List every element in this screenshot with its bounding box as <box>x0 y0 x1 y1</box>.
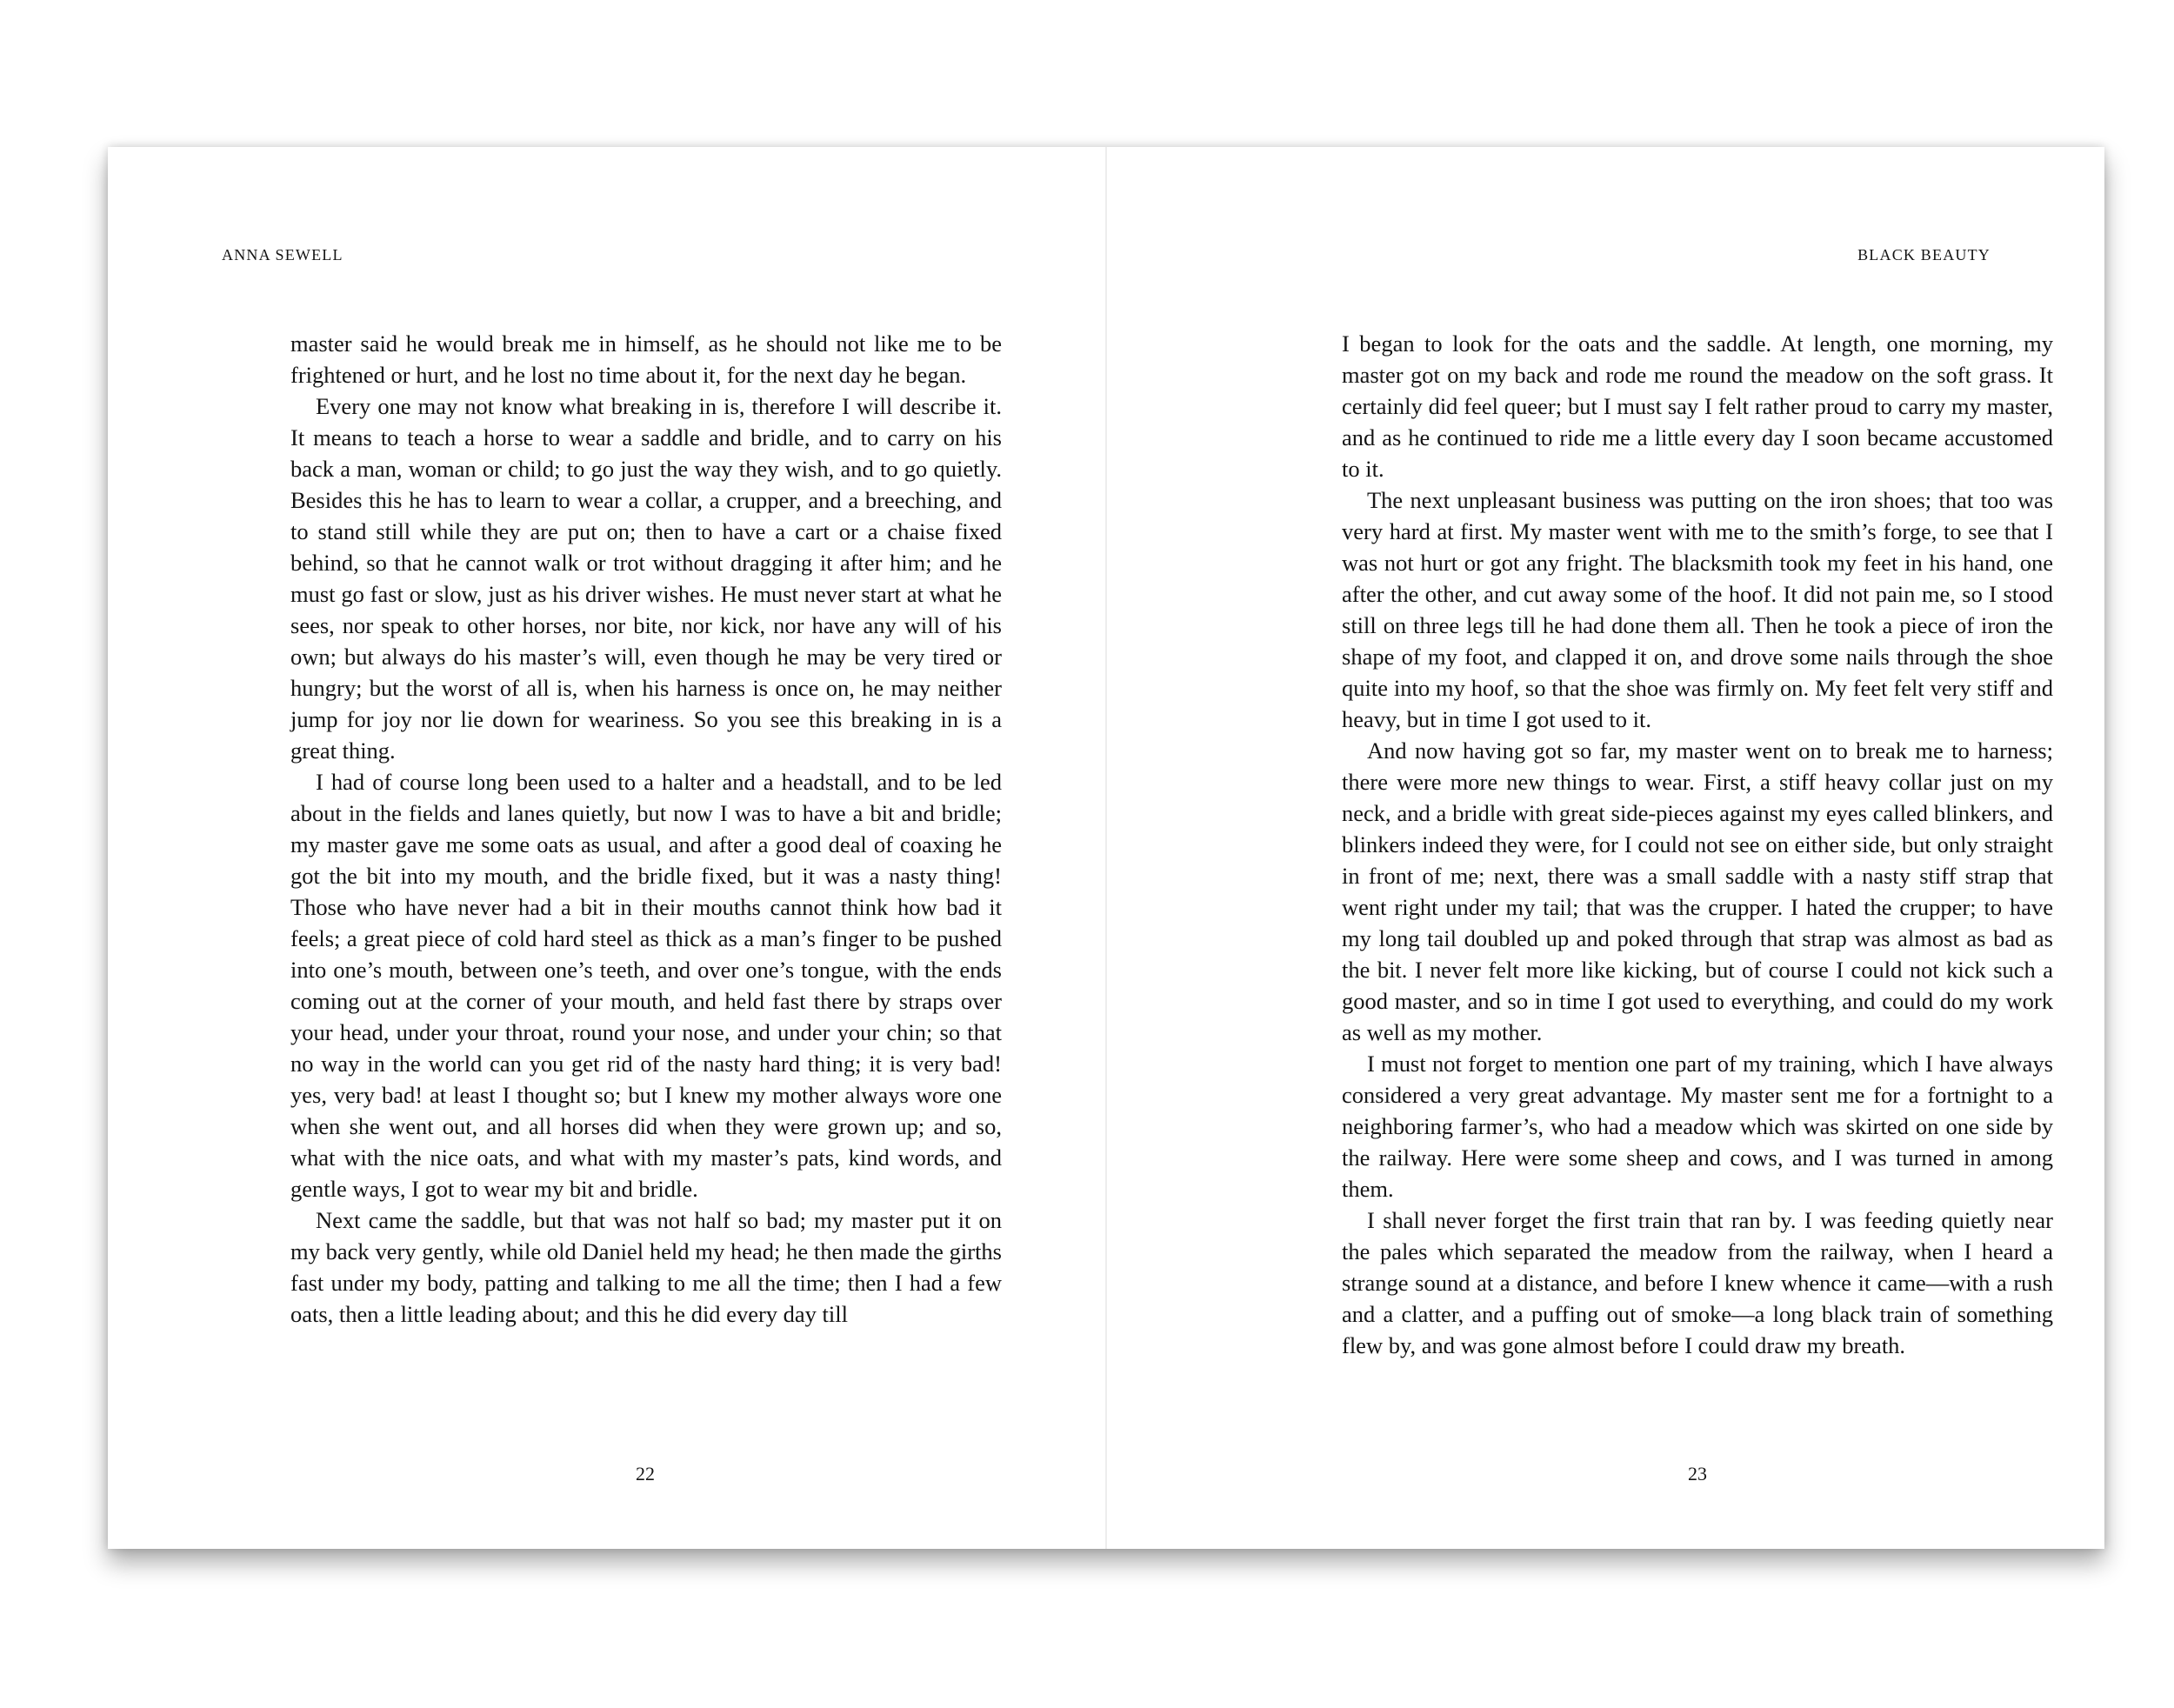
paragraph: I shall never forget the first train that ran by. I was feeding quietly near the pales which separated the meadow from the railway, when I heard a strange sound at a distance, and before I knew whence it came—with a rush and a clatter, and a puffing out of smoke—a long black train of something flew by, and was gone almost before I could draw my breath. <box>1342 1207 2053 1358</box>
paragraph: I must not forget to mention one part of my training, which I have always considered a very great advantage. My master sent me for a fortnight to a neighboring farmer’s, who had a meadow which was skirted on one side by the railway. Here were some sheep and cows, and I was turned in among them. <box>1342 1051 2053 1202</box>
paragraph: I began to look for the oats and the saddle. At length, one morning, my master got on my back and rode me round the meadow on the soft grass. It certainly did feel queer; but I must say I felt rather proud to carry my master, and as he continued to ride me a little every day I soon became accustomed to it. <box>1342 330 2053 482</box>
paragraph: Every one may not know what breaking in is, therefore I will describe it. It means to teach a horse to wear a saddle and bridle, and to carry on his back a man, woman or child; to go just the way they wish, and to go quietly. Besides this he has to learn to wear a collar, a crupper, and a breeching, and to stand still while they are put on; then to have a cart or a chaise fixed behind, so that he cannot walk or trot without dragging it after him; and he must go fast or slow, just as his driver wishes. He must never start at what he sees, nor speak to other horses, nor bite, nor kick, nor have any will of his own; but always do his master’s will, even though he may be very tired or hungry; but the worst of all is, when his harness is once on, he may neither jump for joy nor lie down for weariness. So you see this breaking in is a great thing. <box>290 393 1002 764</box>
paragraph: And now having got so far, my master went on to break me to harness; there were more new things to wear. First, a stiff heavy collar just on my neck, and a bridle with great side-pieces against my eyes called blinkers, and blinkers indeed they were, for I could not see on either side, but only straight in front of me; next, there was a small saddle with a nasty stiff strap that went right under my tail; that was the crupper. I hated the crupper; to have my long tail doubled up and poked through that strap was almost as bad as the bit. I never felt more like kicking, but of course I could not kick such a good master, and so in time I got used to everything, and could do my work as well as my mother. <box>1342 737 2053 1045</box>
paragraph: The next unpleasant business was putting on the iron shoes; that too was very hard at first. My master went with me to the smith’s forge, to see that I was not hurt or got any fright. The blacksmith took my feet in his hand, one after the other, and cut away some of the hoof. It did not pain me, so I stood still on three legs till he had done them all. Then he took a piece of iron the shape of my foot, and clapped it on, and drove some nails through the shoe quite into my hoof, so that the shoe was firmly on. My feet felt very stiff and heavy, but in time I got used to it. <box>1342 487 2053 732</box>
left-page <box>108 147 1105 1549</box>
right-page-text <box>1342 328 2053 1361</box>
left-page-text <box>290 328 1002 1330</box>
running-head-title: BLACK BEAUTY <box>1857 246 1991 264</box>
page-number: 22 <box>636 1463 655 1484</box>
page-number: 23 <box>1688 1463 1707 1484</box>
paragraph: I had of course long been used to a halter and a headstall, and to be led about in the fields and lanes quietly, but now I was to have a bit and bridle; my master gave me some oats as usual, and after a good deal of coaxing he got the bit into my mouth, and the bridle fixed, but it was a nasty thing! Those who have never had a bit in their mouths cannot think how bad it feels; a great piece of cold hard steel as thick as a man’s finger to be pushed into one’s mouth, between one’s teeth, and over one’s tongue, with the ends coming out at the corner of your mouth, and held fast there by straps over your head, under your throat, round your nose, and under your chin; so that no way in the world can you get rid of the nasty hard thing; it is very bad! yes, very bad! at least I thought so; but I knew my mother always wore one when she went out, and all horses did when they were grown up; and so, what with the nice oats, and what with my master’s pats, kind words, and gentle ways, I got to wear my bit and bridle. <box>290 769 1002 1202</box>
paragraph: master said he would break me in himself, as he should not like me to be frightened or hurt, and he lost no time about it, for the next day he began. <box>290 330 1002 388</box>
paragraph: Next came the saddle, but that was not half so bad; my master put it on my back very gently, while old Daniel held my head; he then made the girths fast under my body, patting and talking to me all the time; then I had a few oats, then a little leading about; and this he did every day till <box>290 1207 1002 1327</box>
running-head-author: ANNA SEWELL <box>222 246 343 264</box>
right-page <box>1107 147 2104 1549</box>
book-spread <box>108 147 2104 1549</box>
